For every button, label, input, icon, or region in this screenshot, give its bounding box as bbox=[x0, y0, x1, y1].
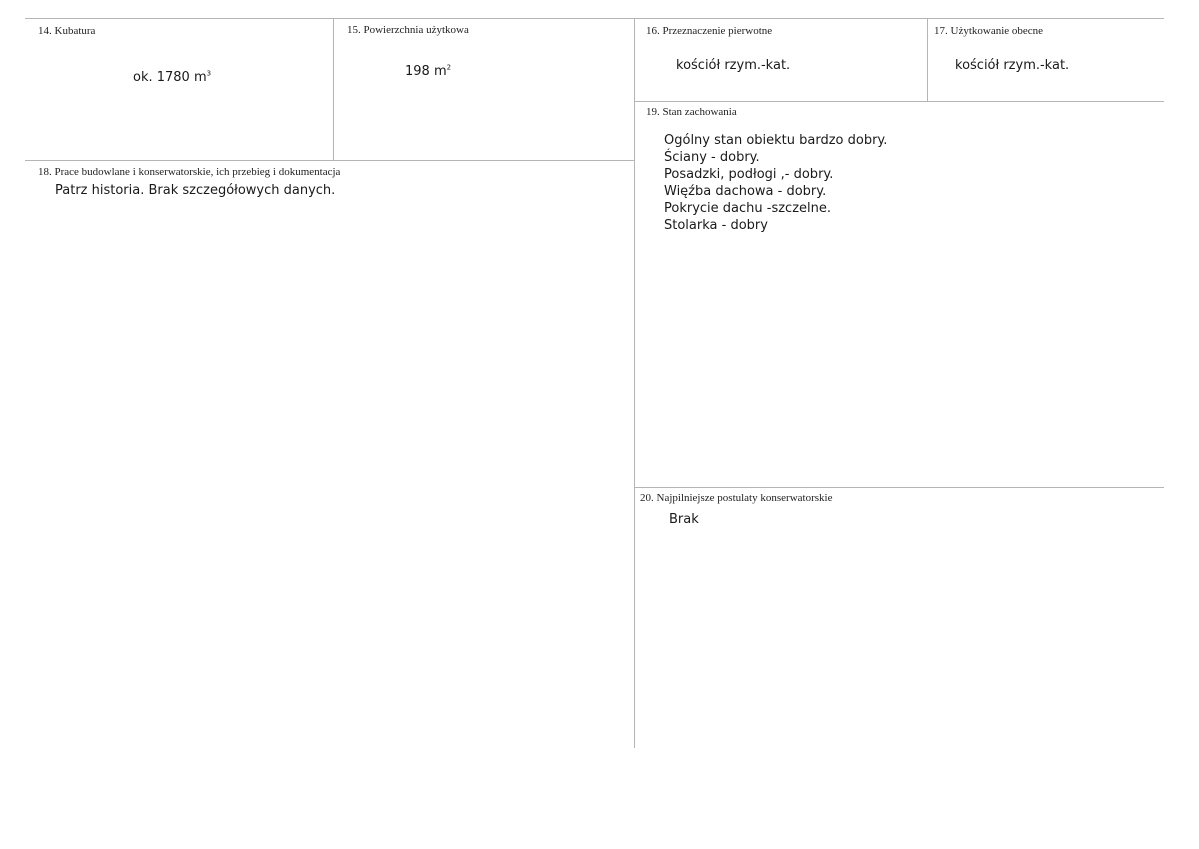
field-20-value: Brak bbox=[669, 512, 699, 527]
top-border bbox=[25, 18, 1164, 19]
field-18-label: 18. Prace budowlane i konserwatorskie, ich przebieg i dokumentacja bbox=[38, 166, 341, 178]
field-16-label: 16. Przeznaczenie pierwotne bbox=[646, 25, 773, 37]
field-14-value-text: ok. 1780 m bbox=[133, 70, 207, 85]
field-14-unit-exponent: 3 bbox=[206, 69, 212, 78]
field-15-unit-exponent: 2 bbox=[446, 63, 452, 72]
field-17-value: kościół rzym.-kat. bbox=[955, 58, 1070, 73]
field-15-value-text: 198 m bbox=[405, 64, 447, 79]
condition-line: Ogólny stan obiektu bardzo dobry. bbox=[664, 133, 888, 148]
field-17-label: 17. Użytkowanie obecne bbox=[934, 25, 1044, 37]
field-20-label: 20. Najpilniejsze postulaty konserwatorskie bbox=[640, 492, 833, 504]
field-15-label: 15. Powierzchnia użytkowa bbox=[347, 24, 469, 36]
field-19-condition-list bbox=[664, 132, 887, 234]
condition-line: Ściany - dobry. bbox=[664, 150, 760, 165]
field-14-label: 14. Kubatura bbox=[38, 25, 96, 37]
row-divider-left bbox=[25, 160, 634, 161]
condition-line: Stolarka - dobry bbox=[664, 218, 768, 233]
divider-16-17 bbox=[927, 18, 928, 101]
condition-line: Pokrycie dachu -szczelne. bbox=[664, 201, 832, 216]
field-18-value: Patrz historia. Brak szczegółowych danych. bbox=[55, 183, 336, 198]
row-divider-right-bottom bbox=[634, 487, 1164, 488]
condition-line: Więźba dachowa - dobry. bbox=[664, 184, 827, 199]
condition-line: Posadzki, podłogi ,- dobry. bbox=[664, 167, 834, 182]
field-19-label: 19. Stan zachowania bbox=[646, 106, 737, 118]
divider-14-15 bbox=[333, 18, 334, 160]
row-divider-right-top bbox=[634, 101, 1164, 102]
field-14-value bbox=[133, 70, 211, 85]
field-16-value: kościół rzym.-kat. bbox=[676, 58, 791, 73]
field-15-value bbox=[405, 64, 451, 79]
center-divider bbox=[634, 18, 635, 748]
